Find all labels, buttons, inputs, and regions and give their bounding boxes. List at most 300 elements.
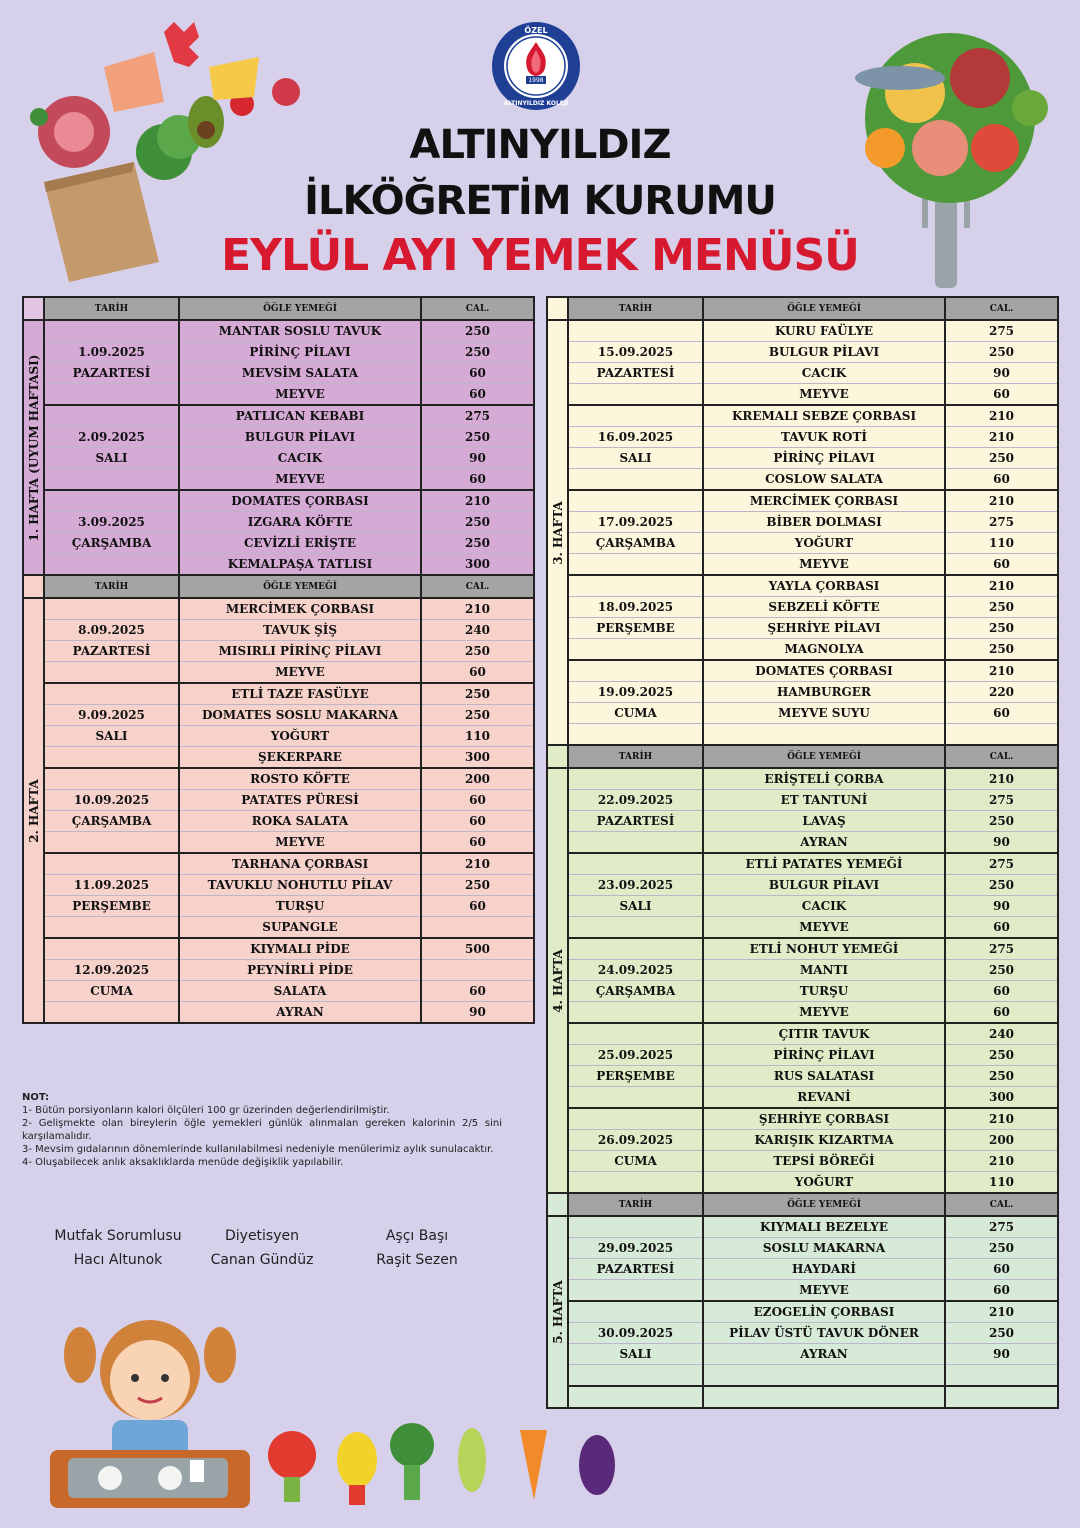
table-row <box>23 790 534 811</box>
table-row <box>547 917 1058 939</box>
meal-name: HAYDARİ <box>703 1259 945 1280</box>
table-row <box>547 1066 1058 1087</box>
table-row <box>547 639 1058 661</box>
table-row <box>23 662 534 684</box>
meal-name: MAGNOLYA <box>703 639 945 661</box>
meal-name: DOMATES ÇORBASI <box>703 660 945 682</box>
meal-cal: 250 <box>421 533 534 554</box>
meal-cal: 250 <box>421 875 534 896</box>
meal-name: PİRİNÇ PİLAVI <box>179 342 421 363</box>
header-week-spacer <box>547 745 568 768</box>
meal-name: ERİŞTELİ ÇORBA <box>703 768 945 790</box>
table-row <box>23 342 534 363</box>
staff-chef-role: Aşçı Başı <box>385 1228 449 1244</box>
date-cell <box>44 917 179 939</box>
table-row <box>547 768 1058 790</box>
day-name: ÇARŞAMBA <box>44 811 179 832</box>
table-row <box>547 320 1058 342</box>
date-cell <box>44 469 179 491</box>
date-cell <box>568 917 703 939</box>
date-value: 25.09.2025 <box>568 1045 703 1066</box>
table-row <box>23 875 534 896</box>
table-row <box>23 469 534 491</box>
meal-cal: 250 <box>945 618 1058 639</box>
header-date: TARİH <box>568 1193 703 1216</box>
table-row <box>547 512 1058 533</box>
table-row <box>547 1323 1058 1344</box>
table-row <box>547 960 1058 981</box>
meal-name: EZOGELİN ÇORBASI <box>703 1301 945 1323</box>
date-cell <box>44 662 179 684</box>
table-row <box>547 1238 1058 1259</box>
date-cell <box>568 639 703 661</box>
week-label <box>23 320 44 575</box>
meal-cal: 90 <box>945 363 1058 384</box>
meal-name: ROSTO KÖFTE <box>179 768 421 790</box>
note-item-1: 1- Bütün porsiyonların kalori ölçüleri 100 gr üzerinden değerlendirilmiştir. <box>22 1105 390 1116</box>
cucumber-kid-icon <box>458 1428 486 1492</box>
table-row <box>547 363 1058 384</box>
vegetable-kids-illustration <box>262 1415 632 1515</box>
girl-with-tray-illustration <box>50 1310 255 1510</box>
meal-cal <box>945 1365 1058 1387</box>
meal-name: MERCİMEK ÇORBASI <box>703 490 945 512</box>
menu-table-right <box>546 296 1059 1409</box>
header-date: TARİH <box>568 297 703 320</box>
date-cell <box>44 768 179 790</box>
week-label <box>547 1216 568 1408</box>
meal-cal: 60 <box>945 917 1058 939</box>
meal-cal: 275 <box>421 405 534 427</box>
meal-name: PİRİNÇ PİLAVI <box>703 1045 945 1066</box>
header-cal: CAL. <box>945 1193 1058 1216</box>
meal-cal: 250 <box>945 342 1058 363</box>
table-row-blank <box>547 1386 1058 1408</box>
meal-cal: 275 <box>945 1216 1058 1238</box>
meal-name: MEYVE <box>703 1280 945 1302</box>
table-row <box>23 853 534 875</box>
meal-name: IZGARA KÖFTE <box>179 512 421 533</box>
date-cell <box>568 1280 703 1302</box>
date-value: 1.09.2025 <box>44 342 179 363</box>
day-name: SALI <box>44 448 179 469</box>
meal-name: CACIK <box>703 363 945 384</box>
table-row <box>23 917 534 939</box>
table-row <box>23 747 534 769</box>
date-cell <box>568 1216 703 1238</box>
date-cell <box>568 1087 703 1109</box>
page-title-line2: İLKÖĞRETİM KURUMU <box>304 178 776 224</box>
meal-cal <box>945 724 1058 746</box>
table-row <box>23 981 534 1002</box>
table-row <box>23 620 534 641</box>
header-cal: CAL. <box>421 575 534 598</box>
pepper-kid-icon <box>337 1432 377 1505</box>
meal-cal: 60 <box>421 981 534 1002</box>
tomato-kid-icon <box>268 1431 316 1502</box>
meal-name: BULGUR PİLAVI <box>179 427 421 448</box>
meal-cal: 60 <box>421 790 534 811</box>
note-item-4: 4- Oluşabilecek anlık aksaklıklarda menüde değişiklik yapılabilir. <box>22 1157 344 1168</box>
meal-name: RUS SALATASI <box>703 1066 945 1087</box>
staff-dietitian-role: Diyetisyen <box>224 1228 299 1244</box>
meal-name: PEYNİRLİ PİDE <box>179 960 421 981</box>
meal-cal: 90 <box>945 832 1058 854</box>
meal-cal: 60 <box>421 662 534 684</box>
date-cell <box>568 1172 703 1194</box>
date-cell <box>568 1301 703 1323</box>
date-cell <box>568 832 703 854</box>
table-row <box>547 1344 1058 1365</box>
note-item-2: 2- Gelişmekte olan bireylerin öğle yemekleri günlük alınmalan gereken kalorinin 2/5 sini karşılamalıdır. <box>22 1118 502 1142</box>
meal-cal: 275 <box>945 790 1058 811</box>
date-cell <box>568 320 703 342</box>
date-value: 16.09.2025 <box>568 427 703 448</box>
header-cal: CAL. <box>945 297 1058 320</box>
meal-name: MISIRLI PİRİNÇ PİLAVI <box>179 641 421 662</box>
header-week-spacer <box>23 297 44 320</box>
meal-cal: 60 <box>421 832 534 854</box>
meal-name: ROKA SALATA <box>179 811 421 832</box>
day-name: SALI <box>568 1344 703 1365</box>
meal-name <box>703 724 945 746</box>
meal-name: TARHANA ÇORBASI <box>179 853 421 875</box>
svg-text:1998: 1998 <box>528 77 544 84</box>
date-cell <box>568 554 703 576</box>
page-title-line1: ALTINYILDIZ <box>409 122 671 168</box>
table-row <box>547 469 1058 491</box>
table-row <box>23 705 534 726</box>
meal-cal: 300 <box>421 747 534 769</box>
meal-name: MEVSİM SALATA <box>179 363 421 384</box>
meal-name: DOMATES ÇORBASI <box>179 490 421 512</box>
table-row <box>547 981 1058 1002</box>
meal-name: DOMATES SOSLU MAKARNA <box>179 705 421 726</box>
blank-cell <box>945 1386 1058 1408</box>
meal-cal: 60 <box>421 363 534 384</box>
table-row <box>547 1259 1058 1280</box>
header-cal: CAL. <box>421 297 534 320</box>
date-value: 24.09.2025 <box>568 960 703 981</box>
table-row <box>23 832 534 854</box>
meal-cal: 60 <box>945 703 1058 724</box>
date-cell <box>44 853 179 875</box>
date-cell <box>44 598 179 620</box>
meal-name: KIYMALI PİDE <box>179 938 421 960</box>
table-row <box>547 533 1058 554</box>
day-name: ÇARŞAMBA <box>568 981 703 1002</box>
meal-name: AYRAN <box>703 832 945 854</box>
date-cell <box>44 938 179 960</box>
date-cell <box>568 405 703 427</box>
note-item-3: 3- Mevsim gıdalarının dönemlerinde kullanılabilmesi nedeniyle menülerimiz aylık sunulacaktır. <box>22 1144 494 1155</box>
table-header-row <box>547 745 1058 768</box>
meal-cal: 210 <box>945 660 1058 682</box>
meal-cal: 210 <box>945 1151 1058 1172</box>
meal-cal: 210 <box>421 490 534 512</box>
food-bag-illustration <box>14 12 314 282</box>
meal-cal <box>421 960 534 981</box>
date-value: 19.09.2025 <box>568 682 703 703</box>
meal-name: KURU FAÜLYE <box>703 320 945 342</box>
table-row <box>547 1108 1058 1130</box>
table-row <box>547 618 1058 639</box>
header-meal: ÖĞLE YEMEĞİ <box>179 297 421 320</box>
meal-cal: 60 <box>945 469 1058 491</box>
table-row <box>547 1087 1058 1109</box>
table-row <box>547 342 1058 363</box>
header-meal: ÖĞLE YEMEĞİ <box>703 1193 945 1216</box>
table-row <box>547 1365 1058 1387</box>
table-row <box>547 660 1058 682</box>
table-row <box>547 575 1058 597</box>
menu-table-left <box>22 296 535 1024</box>
date-cell <box>568 575 703 597</box>
date-value: 23.09.2025 <box>568 875 703 896</box>
header-cal: CAL. <box>945 745 1058 768</box>
date-cell <box>44 1002 179 1024</box>
header-week-spacer <box>547 1193 568 1216</box>
date-value: 18.09.2025 <box>568 597 703 618</box>
day-name: PERŞEMBE <box>44 896 179 917</box>
meal-name: ŞEHRİYE ÇORBASI <box>703 1108 945 1130</box>
meal-cal: 250 <box>945 1066 1058 1087</box>
meal-cal: 250 <box>945 811 1058 832</box>
table-row <box>547 724 1058 746</box>
svg-text:ÖZEL: ÖZEL <box>524 26 548 35</box>
staff-chef-name: Raşit Sezen <box>376 1252 458 1268</box>
meal-name: MEYVE SUYU <box>703 703 945 724</box>
date-cell <box>44 554 179 576</box>
day-name: PAZARTESİ <box>568 1259 703 1280</box>
meal-name: MEYVE <box>703 554 945 576</box>
date-cell <box>44 683 179 705</box>
date-cell <box>568 660 703 682</box>
meal-name: CACIK <box>703 896 945 917</box>
meal-name: REVANİ <box>703 1087 945 1109</box>
food-fork-illustration <box>840 8 1070 290</box>
table-row <box>547 703 1058 724</box>
table-header-row <box>547 297 1058 320</box>
meal-cal: 60 <box>421 384 534 406</box>
meal-name: MEYVE <box>179 469 421 491</box>
header-date: TARİH <box>44 297 179 320</box>
table-row <box>23 384 534 406</box>
meal-cal: 250 <box>945 597 1058 618</box>
meal-cal: 250 <box>945 639 1058 661</box>
meal-cal: 250 <box>945 1238 1058 1259</box>
meal-cal: 250 <box>421 427 534 448</box>
table-row <box>547 490 1058 512</box>
meal-name: CEVİZLİ ERİŞTE <box>179 533 421 554</box>
meal-name: BULGUR PİLAVI <box>703 342 945 363</box>
date-cell <box>568 938 703 960</box>
meal-cal: 250 <box>421 683 534 705</box>
table-row <box>23 405 534 427</box>
blank-cell <box>568 1386 703 1408</box>
date-cell <box>568 469 703 491</box>
table-row <box>23 768 534 790</box>
table-row <box>547 1216 1058 1238</box>
week-label-text: 5. HAFTA <box>550 1280 565 1344</box>
meal-name: KIYMALI BEZELYE <box>703 1216 945 1238</box>
meal-name: TAVUK ŞİŞ <box>179 620 421 641</box>
meal-cal: 250 <box>945 960 1058 981</box>
table-row <box>547 832 1058 854</box>
meal-cal: 500 <box>421 938 534 960</box>
eggplant-kid-icon <box>579 1435 615 1495</box>
meal-name: KEMALPAŞA TATLISI <box>179 554 421 576</box>
notes-title: NOT: <box>22 1092 50 1103</box>
header-week-spacer <box>23 575 44 598</box>
meal-name: YAYLA ÇORBASI <box>703 575 945 597</box>
date-cell <box>44 405 179 427</box>
date-cell <box>568 1108 703 1130</box>
meal-cal: 240 <box>945 1023 1058 1045</box>
table-header-row <box>23 297 534 320</box>
meal-name: TEPSİ BÖREĞİ <box>703 1151 945 1172</box>
meal-cal: 300 <box>421 554 534 576</box>
meal-name: HAMBURGER <box>703 682 945 703</box>
table-row <box>23 938 534 960</box>
week-label <box>23 598 44 1023</box>
day-name: PAZARTESİ <box>44 363 179 384</box>
staff-dietitian-name: Canan Gündüz <box>210 1252 314 1268</box>
day-name: ÇARŞAMBA <box>44 533 179 554</box>
day-name: SALI <box>568 448 703 469</box>
meal-name: ETLİ NOHUT YEMEĞİ <box>703 938 945 960</box>
meal-cal: 110 <box>421 726 534 747</box>
blank-cell <box>703 1386 945 1408</box>
date-cell <box>44 320 179 342</box>
meal-cal: 210 <box>945 1301 1058 1323</box>
date-cell <box>568 384 703 406</box>
meal-cal: 210 <box>945 427 1058 448</box>
table-row <box>23 641 534 662</box>
table-row <box>547 938 1058 960</box>
meal-name: MEYVE <box>703 1002 945 1024</box>
meal-name: MANTI <box>703 960 945 981</box>
date-cell <box>568 724 703 746</box>
meal-cal: 90 <box>945 1344 1058 1365</box>
table-row <box>547 1172 1058 1194</box>
table-row <box>547 1002 1058 1024</box>
day-name: CUMA <box>568 1151 703 1172</box>
meal-cal: 60 <box>945 981 1058 1002</box>
meal-cal: 200 <box>945 1130 1058 1151</box>
meal-cal: 90 <box>945 896 1058 917</box>
meal-cal: 90 <box>421 448 534 469</box>
week-label-text: 4. HAFTA <box>550 948 565 1013</box>
date-cell <box>568 1002 703 1024</box>
meal-name: YOĞURT <box>703 533 945 554</box>
table-row <box>547 405 1058 427</box>
meal-cal: 60 <box>421 896 534 917</box>
date-value: 29.09.2025 <box>568 1238 703 1259</box>
week-label-text: 1. HAFTA (UYUM HAFTASI) <box>26 354 41 541</box>
meal-cal: 250 <box>945 1323 1058 1344</box>
meal-name: CACIK <box>179 448 421 469</box>
meal-cal: 250 <box>945 875 1058 896</box>
meal-name: BİBER DOLMASI <box>703 512 945 533</box>
meal-cal <box>421 917 534 939</box>
day-name: PAZARTESİ <box>568 363 703 384</box>
table-row <box>547 554 1058 576</box>
meal-cal: 210 <box>945 1108 1058 1130</box>
meal-name: ŞEKERPARE <box>179 747 421 769</box>
table-row <box>547 896 1058 917</box>
meal-cal: 275 <box>945 320 1058 342</box>
meal-cal: 200 <box>421 768 534 790</box>
meal-cal: 250 <box>421 512 534 533</box>
table-row <box>547 682 1058 703</box>
table-row <box>23 363 534 384</box>
meal-name: BULGUR PİLAVI <box>703 875 945 896</box>
table-row <box>547 853 1058 875</box>
school-logo <box>490 20 582 112</box>
meal-name: MEYVE <box>179 384 421 406</box>
table-row <box>547 875 1058 896</box>
table-header-row <box>547 1193 1058 1216</box>
week-label <box>547 768 568 1193</box>
week-label-text: 3. HAFTA <box>550 500 565 565</box>
table-row <box>23 1002 534 1024</box>
meal-cal: 60 <box>945 384 1058 406</box>
date-value: 8.09.2025 <box>44 620 179 641</box>
staff-kitchen-role: Mutfak Sorumlusu <box>54 1228 182 1244</box>
date-cell <box>44 832 179 854</box>
meal-name: MEYVE <box>703 384 945 406</box>
date-value: 10.09.2025 <box>44 790 179 811</box>
date-value: 12.09.2025 <box>44 960 179 981</box>
meal-cal: 210 <box>945 405 1058 427</box>
header-meal: ÖĞLE YEMEĞİ <box>703 297 945 320</box>
day-name: CUMA <box>568 703 703 724</box>
header-week-spacer <box>547 297 568 320</box>
meal-name: ETLİ TAZE FASÜLYE <box>179 683 421 705</box>
meal-cal: 250 <box>421 320 534 342</box>
meal-name: MEYVE <box>179 832 421 854</box>
date-value: 15.09.2025 <box>568 342 703 363</box>
meal-cal: 250 <box>945 1045 1058 1066</box>
meal-name: ET TANTUNİ <box>703 790 945 811</box>
page-title-line3: EYLÜL AYI YEMEK MENÜSÜ <box>221 230 859 281</box>
meal-cal: 60 <box>945 1002 1058 1024</box>
date-value: 30.09.2025 <box>568 1323 703 1344</box>
meal-cal: 300 <box>945 1087 1058 1109</box>
meal-cal: 210 <box>945 768 1058 790</box>
table-row <box>23 683 534 705</box>
meal-name: SEBZELİ KÖFTE <box>703 597 945 618</box>
table-row <box>547 811 1058 832</box>
table-row <box>547 1023 1058 1045</box>
meal-cal: 275 <box>945 512 1058 533</box>
week-label <box>547 320 568 745</box>
table-row <box>23 490 534 512</box>
meal-cal: 210 <box>421 598 534 620</box>
table-row <box>23 448 534 469</box>
day-name: SALI <box>568 896 703 917</box>
table-row <box>23 598 534 620</box>
meal-cal: 250 <box>421 641 534 662</box>
meal-name: ŞEHRİYE PİLAVI <box>703 618 945 639</box>
day-name: ÇARŞAMBA <box>568 533 703 554</box>
date-cell <box>568 853 703 875</box>
date-cell <box>568 1365 703 1387</box>
carrot-kid-icon <box>520 1430 547 1500</box>
date-value: 9.09.2025 <box>44 705 179 726</box>
meal-cal: 60 <box>945 1280 1058 1302</box>
